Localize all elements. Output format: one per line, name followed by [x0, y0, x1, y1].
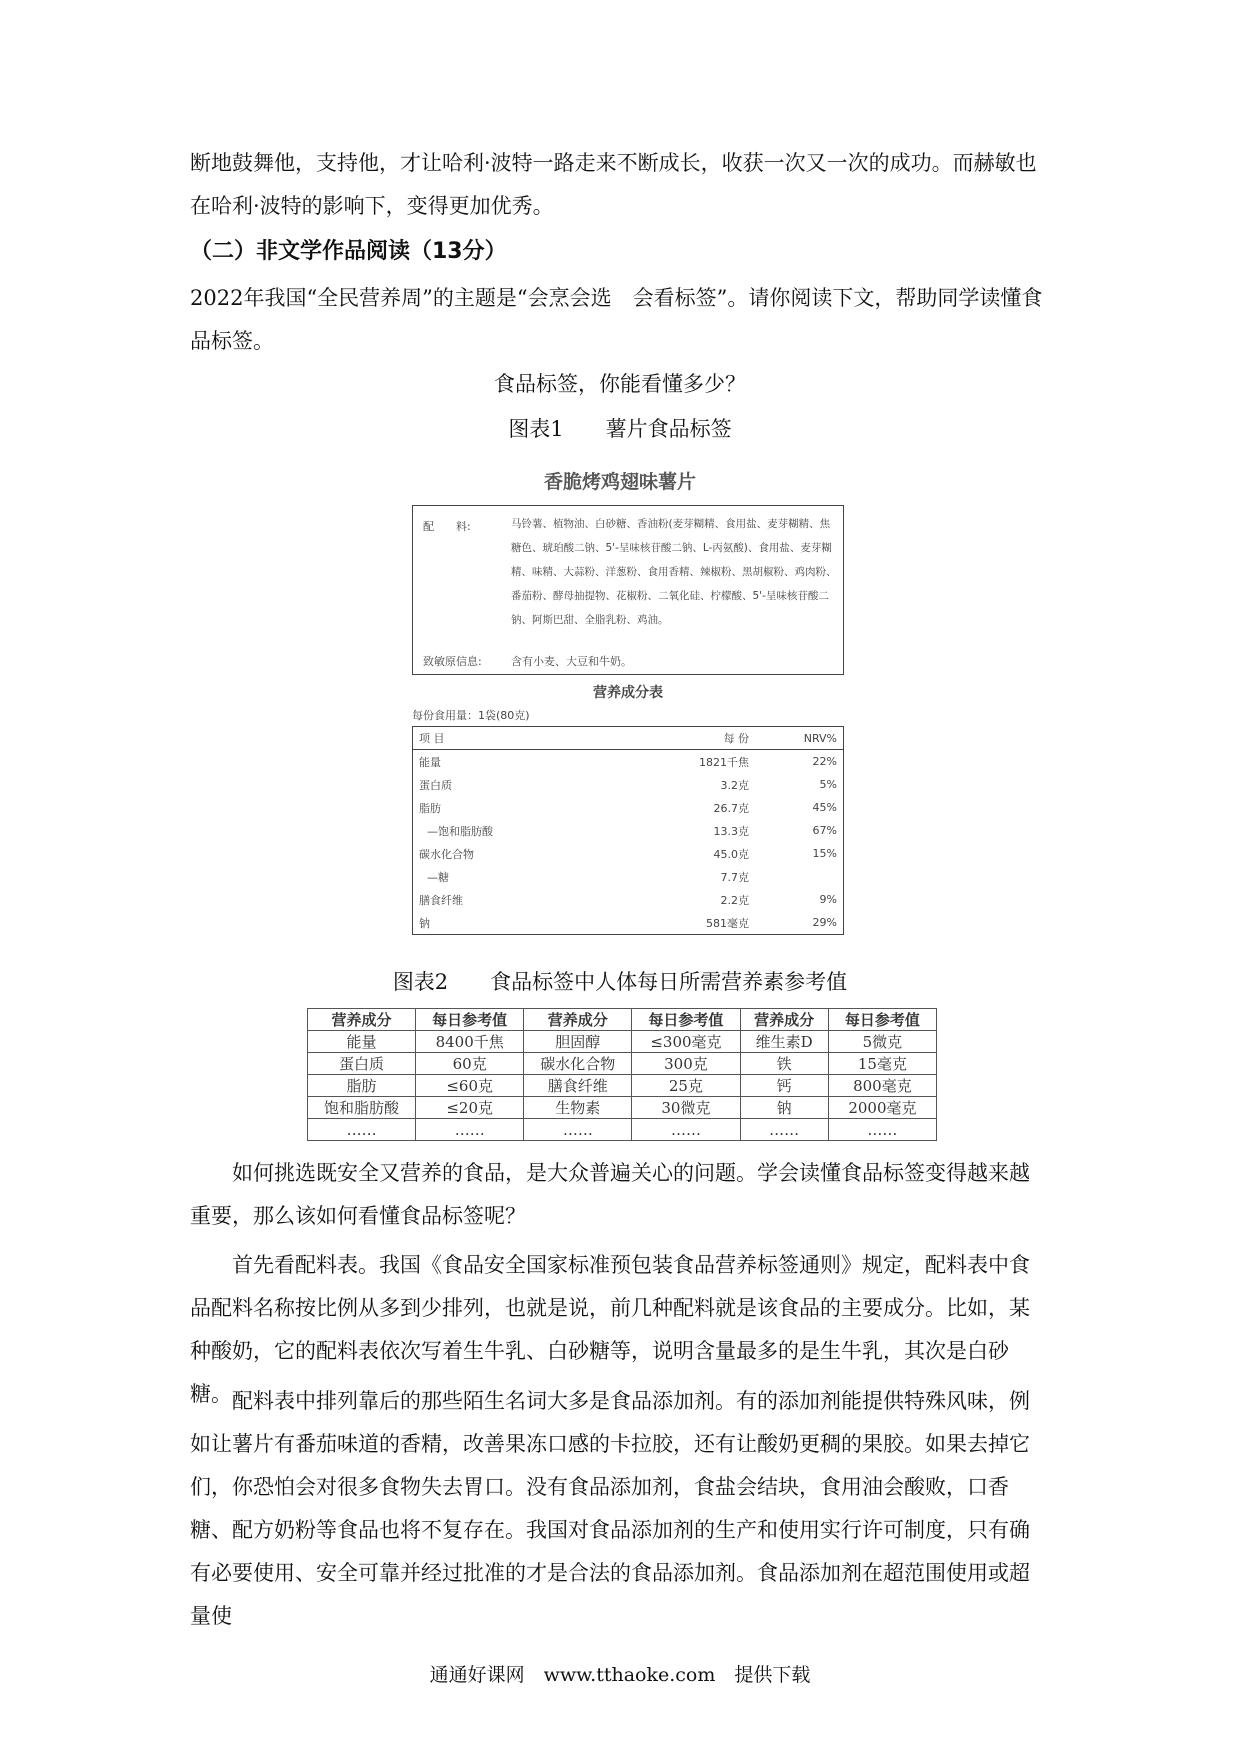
reference-values-table: [307, 1008, 937, 1141]
ref-cell: ≤20克: [416, 1097, 524, 1119]
table-row: [308, 1119, 937, 1141]
nutrient-nrv: 45%: [812, 801, 837, 814]
body-paragraph: 配料表中排列靠后的那些陌生名词大多是食品添加剂。有的添加剂能提供特殊风味，例如让薯片有番茄味道的香精，改善果冻口感的卡拉胶，还有让酸奶更稠的果胶。如果去掉它们，你恐怕会对很多食物失去胃口。没有食品添加剂，食盐会结块，食用油会酸败，口香糖、配方奶粉等食品也将不复存在。我国对食品添加剂的生产和使用实行许可制度，只有确有必要使用、安全可靠并经过批准的才是合法的食品添加剂。食品添加剂在超范围使用或超量使: [190, 1389, 1030, 1628]
ref-cell: 300克: [632, 1053, 740, 1075]
serving-size: 每份食用量：1袋(80克): [412, 709, 530, 722]
ref-cell: 碳水化合物: [524, 1053, 632, 1075]
ref-header: 每日参考值: [632, 1009, 740, 1031]
ref-cell: 脂肪: [308, 1075, 416, 1097]
nutrition-header: 项 目: [413, 727, 584, 750]
figure2-caption: 图表2 食品标签中人体每日所需营养素参考值: [392, 970, 848, 994]
nutrient-nrv: 15%: [812, 847, 837, 860]
nutrient-nrv: 9%: [819, 893, 837, 906]
ref-cell: 能量: [308, 1031, 416, 1053]
ref-cell: 钙: [740, 1075, 828, 1097]
nutrient-nrv: 22%: [812, 755, 837, 768]
table-row: [413, 750, 844, 774]
nutrient-amount: 26.7克: [713, 801, 749, 815]
ref-cell: 800毫克: [828, 1075, 936, 1097]
intro-paragraph: 2022年我国“全民营养周”的主题是“会烹会选 会看标签”。请你阅读下文，帮助同学读懂食品标签。: [190, 286, 1043, 353]
product-name: 香脆烤鸡翅味薯片: [543, 471, 696, 493]
nutrition-header: 每 份: [583, 727, 755, 750]
ref-cell: 5微克: [828, 1031, 936, 1053]
nutrient-amount: 1821千焦: [699, 755, 749, 769]
figure1-caption: 图表1 薯片食品标签: [508, 417, 732, 441]
nutrient-name: —糖: [427, 870, 449, 884]
ref-header: 营养成分: [308, 1009, 416, 1031]
nutrient-amount: 45.0克: [713, 847, 749, 861]
table-row: [413, 796, 844, 819]
table-row: [308, 1075, 937, 1097]
table-row: [308, 1097, 937, 1119]
table-row: [413, 911, 844, 935]
ingredients-label: 配 料:: [423, 520, 471, 533]
ref-cell: 25克: [632, 1075, 740, 1097]
ref-cell: ……: [416, 1119, 524, 1141]
table-row: [413, 888, 844, 911]
nutrient-nrv: 67%: [812, 824, 837, 837]
ingredients-text: 马铃薯、植物油、白砂糖、香油粉(麦芽糊精、食用盐、麦芽糊精、焦糖色、琥珀酸二钠、5'-呈味核苷酸二钠、L-丙氨酸)、食用盐、麦芽糊精、味精、大蒜粉、洋葱粉、食用香精、辣椒粉、黑胡椒粉、鸡肉粉、番茄粉、酵母抽提物、花椒粉、二氧化硅、柠檬酸、5'-呈味核苷酸二钠、阿斯巴甜、全脂乳粉、鸡油。: [511, 518, 837, 626]
ref-cell: ……: [828, 1119, 936, 1141]
nutrient-name: 脂肪: [419, 801, 441, 815]
table-row: [413, 842, 844, 865]
nutrition-table-title: 营养成分表: [593, 685, 663, 701]
nutrition-table: [412, 726, 844, 935]
ref-cell: ……: [308, 1119, 416, 1141]
nutrient-nrv: 5%: [819, 778, 837, 791]
ref-cell: 胆固醇: [524, 1031, 632, 1053]
allergen-text: 含有小麦、大豆和牛奶。: [511, 655, 632, 668]
table-row: [413, 773, 844, 796]
table-row: [308, 1053, 937, 1075]
body-paragraph: 首先看配料表。我国《食品安全国家标准预包装食品营养标签通则》规定，配料表中食品配料名称按比例从多到少排列，也就是说，前几种配料就是该食品的主要成分。比如，某种酸奶，它的配料表依次写着生牛乳、白砂糖等，说明含量最多的是生牛乳，其次是白砂糖。: [190, 1253, 1030, 1406]
ref-cell: ≤60克: [416, 1075, 524, 1097]
nutrient-amount: 7.7克: [720, 870, 749, 884]
nutrient-amount: 3.2克: [720, 778, 749, 792]
body-paragraph: 如何挑选既安全又营养的食品，是大众普遍关心的问题。学会读懂食品标签变得越来越重要，那么该如何看懂食品标签呢？: [190, 1161, 1030, 1228]
ref-cell: 蛋白质: [308, 1053, 416, 1075]
nutrient-amount: 581毫克: [706, 916, 749, 930]
ref-cell: ……: [632, 1119, 740, 1141]
table-row: [308, 1031, 937, 1053]
ref-cell: 60克: [416, 1053, 524, 1075]
nutrient-nrv: [755, 865, 844, 888]
paragraph-continued: 断地鼓舞他，支持他，才让哈利·波特一路走来不断成长，收获一次又一次的成功。而赫敏也在哈利·波特的影响下，变得更加优秀。: [190, 151, 1037, 218]
ref-cell: 膳食纤维: [524, 1075, 632, 1097]
ref-cell: 生物素: [524, 1097, 632, 1119]
ref-cell: ……: [740, 1119, 828, 1141]
ref-cell: 2000毫克: [828, 1097, 936, 1119]
ref-cell: 钠: [740, 1097, 828, 1119]
ref-cell: 铁: [740, 1053, 828, 1075]
table-row: [413, 865, 844, 888]
nutrient-name: —饱和脂肪酸: [427, 824, 493, 838]
nutrient-amount: 2.2克: [720, 893, 749, 907]
ref-cell: ≤300毫克: [632, 1031, 740, 1053]
ref-cell: ……: [524, 1119, 632, 1141]
ref-cell: 维生素D: [740, 1031, 828, 1053]
ref-cell: 饱和脂肪酸: [308, 1097, 416, 1119]
ref-header: 营养成分: [524, 1009, 632, 1031]
ref-header: 每日参考值: [828, 1009, 936, 1031]
nutrient-name: 膳食纤维: [419, 893, 463, 907]
section-heading: （二）非文学作品阅读（13分）: [190, 239, 507, 264]
nutrition-header: NRV%: [755, 727, 844, 750]
nutrient-name: 钠: [419, 916, 430, 930]
allergen-label: 致敏原信息:: [423, 655, 482, 668]
nutrient-nrv: 29%: [812, 916, 837, 929]
article-title: 食品标签，你能看懂多少？: [494, 372, 746, 396]
footer-credit: 通通好课网 www.tthaoke.com 提供下载: [429, 1664, 811, 1686]
ingredients-box: [412, 505, 844, 675]
nutrient-amount: 13.3克: [713, 824, 749, 838]
table-row: [413, 819, 844, 842]
ref-cell: 30微克: [632, 1097, 740, 1119]
nutrient-name: 蛋白质: [419, 778, 452, 792]
ref-header: 营养成分: [740, 1009, 828, 1031]
nutrient-name: 碳水化合物: [419, 847, 474, 861]
ref-cell: 8400千焦: [416, 1031, 524, 1053]
ref-cell: 15毫克: [828, 1053, 936, 1075]
nutrient-name: 能量: [419, 755, 441, 769]
ref-header: 每日参考值: [416, 1009, 524, 1031]
